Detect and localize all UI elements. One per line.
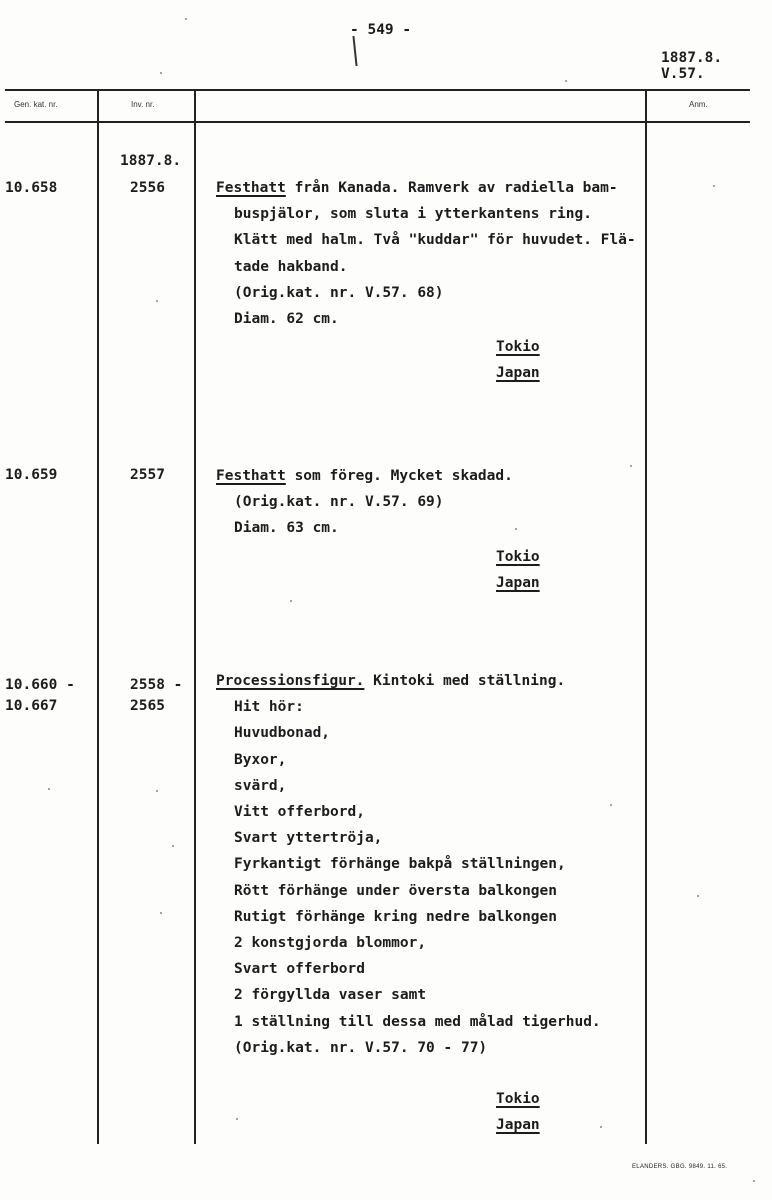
- entry-location: [496, 544, 540, 596]
- inv-nr-end: 2565: [130, 698, 165, 714]
- scan-speck: [156, 300, 158, 302]
- gen-kat-nr: 10.659: [5, 467, 58, 483]
- entry-title: Festhatt: [216, 468, 286, 484]
- location-city: Tokio: [496, 1091, 540, 1107]
- entry-description: Festhatt som föreg. Mycket skadad. (Orig.kat. nr. V.57. 69) Diam. 63 cm.: [216, 468, 513, 537]
- header-top-rule: [5, 89, 750, 91]
- gen-kat-nr: 10.660 -: [5, 677, 75, 693]
- scan-speck: [156, 790, 158, 792]
- scan-speck: [236, 1118, 238, 1120]
- scan-speck: [565, 80, 567, 82]
- entry-location: [496, 1086, 540, 1138]
- column-divider-2: [194, 89, 196, 1144]
- page-number-tick: [352, 36, 357, 66]
- entry-title: Processionsfigur.: [216, 673, 365, 689]
- location-city: Tokio: [496, 339, 540, 355]
- column-header-anm: Anm.: [689, 100, 708, 109]
- column-header-inv-nr: Inv. nr.: [131, 100, 155, 109]
- scan-speck: [172, 845, 174, 847]
- scan-speck: [600, 1126, 602, 1128]
- entry-title: Festhatt: [216, 180, 286, 196]
- header-bottom-rule: [5, 121, 750, 123]
- entry-location: [496, 334, 540, 386]
- column-header-gen-kat-nr: Gen. kat. nr.: [14, 100, 58, 109]
- column-divider-3: [645, 89, 647, 1144]
- scan-speck: [185, 18, 187, 20]
- entry-description: Processionsfigur. Kintoki med ställning. Hit hör: Huvudbonad, Byxor, svärd, Vitt offerbord, Svart yttertröja, Fyrkantigt förhänge bakpå ställningen, Rött förhänge under översta balkongen Rutigt förhänge kring nedre balkongen 2 konstgjorda blommor, Svart offerbord 2 förgyllda vaser samt 1 ställning till dessa med målad tigerhud. (Orig.kat. nr. V.57. 70 - 77): [216, 673, 601, 1056]
- location-country: Japan: [496, 575, 540, 591]
- scan-speck: [515, 528, 517, 530]
- scan-speck: [697, 895, 699, 897]
- inv-nr: 2558 -: [130, 677, 183, 693]
- column-divider-1: [97, 89, 99, 1144]
- scan-speck: [630, 465, 632, 467]
- gen-kat-nr-end: 10.667: [5, 698, 58, 714]
- location-country: Japan: [496, 365, 540, 381]
- scan-speck: [290, 600, 292, 602]
- scan-speck: [753, 1180, 755, 1182]
- entry-description: Festhatt från Kanada. Ramverk av radiella bam- buspjälor, som sluta i ytterkantens ring. Klätt med halm. Två "kuddar" för huvudet. Flä- tade hakband. (Orig.kat. nr. V.57. 68) Diam. 62 cm.: [216, 180, 636, 328]
- scan-speck: [160, 72, 162, 74]
- page-number: - 549 -: [350, 22, 412, 38]
- inv-nr: 2556: [130, 180, 165, 196]
- scan-speck: [48, 788, 50, 790]
- inventory-date: 1887.8.: [120, 153, 182, 169]
- location-city: Tokio: [496, 549, 540, 565]
- scan-speck: [610, 804, 612, 806]
- printer-mark: ELANDERS. GBG. 9849. 11. 65.: [632, 1164, 728, 1170]
- gen-kat-nr: 10.658: [5, 180, 58, 196]
- scan-speck: [160, 912, 162, 914]
- location-country: Japan: [496, 1117, 540, 1133]
- top-right-catalog: V.57.: [661, 66, 705, 82]
- scan-speck: [713, 185, 715, 187]
- inv-nr: 2557: [130, 467, 165, 483]
- top-right-date: 1887.8.: [661, 50, 723, 66]
